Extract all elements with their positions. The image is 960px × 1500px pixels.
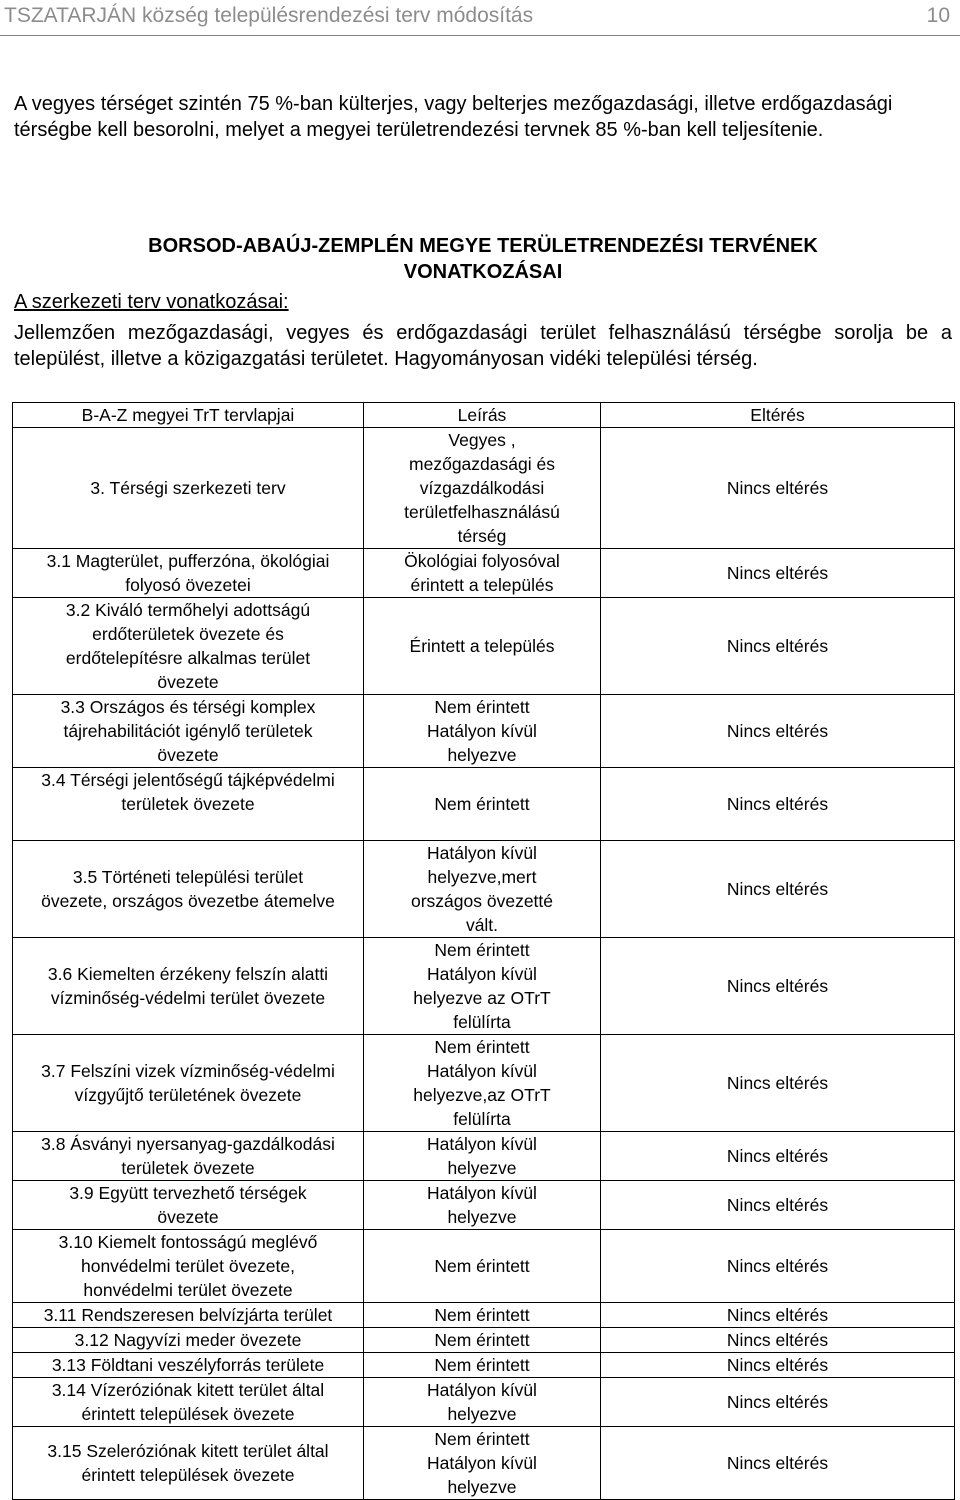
cell-line: helyezve <box>447 1158 517 1178</box>
cell-line: érintett a település <box>410 575 554 595</box>
cell-line: Hatályon kívül <box>427 721 537 741</box>
cell-line: helyezve <box>447 1404 517 1424</box>
cell-line: felülírta <box>453 1109 511 1129</box>
cell-line: 3.10 Kiemelt fontosságú meglévő <box>58 1232 318 1252</box>
table-row <box>13 695 955 768</box>
table-row <box>13 428 955 549</box>
column-header-elteres: Eltérés <box>601 403 955 428</box>
cell-line: 3.11 Rendszeresen belvízjárta terület <box>43 1305 333 1325</box>
cell-line: vízgazdálkodási <box>419 478 545 498</box>
tervlap-cell <box>13 841 364 938</box>
tervlap-cell <box>13 768 364 841</box>
section-heading-line-1: BORSOD-ABAÚJ-ZEMPLÉN MEGYE TERÜLETRENDEZÉSI TERVÉNEK <box>148 235 818 257</box>
cell-line: Nincs eltérés <box>726 1453 829 1473</box>
tervlap-cell <box>13 1427 364 1500</box>
cell-line: 3.4 Térségi jelentőségű tájképvédelmi <box>41 770 335 790</box>
cell-line: Nincs eltérés <box>726 794 829 814</box>
tervlap-cell <box>13 938 364 1035</box>
cell-line: Nincs eltérés <box>726 721 829 741</box>
cell-line: Hatályon kívül <box>427 1380 537 1400</box>
tervlap-table <box>12 402 955 1500</box>
cell-line: 3.8 Ásványi nyersanyag-gazdálkodási <box>41 1134 335 1154</box>
elteres-cell <box>601 938 955 1035</box>
leiras-cell <box>364 549 601 598</box>
cell-line: övezete, országos övezetbe átemelve <box>41 891 335 911</box>
tervlap-cell <box>13 1035 364 1132</box>
table-row <box>13 1328 955 1353</box>
elteres-cell <box>601 1181 955 1230</box>
cell-line: 3.13 Földtani veszélyforrás területe <box>51 1355 325 1375</box>
document-title: TSZATARJÁN község településrendezési terv módosítás <box>4 4 534 27</box>
cell-line: Ökológiai folyosóval <box>404 551 560 571</box>
table-row <box>13 1132 955 1181</box>
elteres-cell <box>601 1230 955 1303</box>
cell-line: övezete <box>157 1207 219 1227</box>
cell-line: Hatályon kívül <box>427 843 537 863</box>
intro-paragraph: A vegyes térséget szintén 75 %-ban külterjes, vagy belterjes mezőgazdasági, illetve erdőgazdasági térségbe kell besorolni, melyet a megyei területrendezési tervnek 85 %-ban kell teljesítenie. <box>14 93 893 141</box>
column-header-tervlap: B-A-Z megyei TrT tervlapjai <box>13 403 364 428</box>
cell-line: Hatályon kívül <box>427 1183 537 1203</box>
cell-line: Nem érintett <box>434 1330 530 1350</box>
cell-line: Nem érintett <box>434 1355 530 1375</box>
cell-line: területek övezete <box>121 794 255 814</box>
elteres-cell <box>601 598 955 695</box>
table-row <box>13 841 955 938</box>
cell-line: Nincs eltérés <box>726 636 829 656</box>
leiras-cell <box>364 428 601 549</box>
cell-line: Hatályon kívül <box>427 1061 537 1081</box>
sub-heading: A szerkezeti terv vonatkozásai: <box>14 291 289 313</box>
page-number: 10 <box>926 4 950 27</box>
tervlap-cell <box>13 695 364 768</box>
elteres-cell <box>601 1378 955 1427</box>
cell-line: 3.14 Vízeróziónak kitett terület által <box>51 1380 325 1400</box>
cell-line: tájrehabilitációt igénylő területek <box>63 721 313 741</box>
section-heading-line-2: VONATKOZÁSAI <box>403 261 563 283</box>
cell-line: helyezve az OTrT <box>413 988 551 1008</box>
cell-line: 3.12 Nagyvízi meder övezete <box>74 1330 302 1350</box>
cell-line: területek övezete <box>121 1158 255 1178</box>
cell-line <box>16 816 360 840</box>
elteres-cell <box>601 1427 955 1500</box>
cell-line: 3.6 Kiemelten érzékeny felszín alatti <box>47 964 329 984</box>
table-row <box>13 598 955 695</box>
cell-line: helyezve <box>447 745 517 765</box>
cell-line: Nincs eltérés <box>726 1330 829 1350</box>
elteres-cell <box>601 1353 955 1378</box>
cell-line: Nincs eltérés <box>726 879 829 899</box>
cell-line: 3. Térségi szerkezeti terv <box>90 478 286 498</box>
table-header-row <box>13 403 955 428</box>
elteres-cell <box>601 549 955 598</box>
elteres-cell <box>601 1035 955 1132</box>
page-header <box>0 0 960 36</box>
cell-line: Hatályon kívül <box>427 964 537 984</box>
table-row <box>13 1427 955 1500</box>
table-row <box>13 549 955 598</box>
leiras-cell <box>364 938 601 1035</box>
cell-line: Nem érintett <box>434 1305 530 1325</box>
cell-line: Nincs eltérés <box>726 1355 829 1375</box>
elteres-cell <box>601 1328 955 1353</box>
cell-line: mezőgazdasági és <box>409 454 555 474</box>
cell-line: Nincs eltérés <box>726 1195 829 1215</box>
column-header-leiras: Leírás <box>364 403 601 428</box>
cell-line: övezete <box>157 745 219 765</box>
table-row <box>13 938 955 1035</box>
cell-line: vízgyűjtő területének övezete <box>74 1085 302 1105</box>
table-row <box>13 1378 955 1427</box>
tervlap-cell <box>13 1230 364 1303</box>
cell-line: 3.1 Magterület, pufferzóna, ökológiai <box>46 551 330 571</box>
cell-line: érintett települések övezete <box>81 1465 295 1485</box>
cell-line: Hatályon kívül <box>427 1134 537 1154</box>
section-heading <box>14 233 952 285</box>
elteres-cell <box>601 695 955 768</box>
leiras-cell <box>364 1303 601 1328</box>
cell-line: vált. <box>465 915 499 935</box>
cell-line: 3.5 Történeti települési terület <box>72 867 304 887</box>
cell-line: Nem érintett <box>434 1429 530 1449</box>
elteres-cell <box>601 1303 955 1328</box>
cell-line: 3.7 Felszíni vizek vízminőség-védelmi <box>41 1061 335 1081</box>
cell-line: Érintett a település <box>409 636 555 656</box>
leiras-cell <box>364 1035 601 1132</box>
tervlap-cell <box>13 549 364 598</box>
cell-line: 3.9 Együtt tervezhető térségek <box>69 1183 307 1203</box>
elteres-cell <box>601 768 955 841</box>
cell-line: Nem érintett <box>434 1256 530 1276</box>
cell-line: Nem érintett <box>434 1037 530 1057</box>
cell-line: Nincs eltérés <box>726 1146 829 1166</box>
leiras-cell <box>364 1230 601 1303</box>
cell-line: helyezve,az OTrT <box>413 1085 551 1105</box>
cell-line: Nincs eltérés <box>726 1305 829 1325</box>
cell-line: Nincs eltérés <box>726 1256 829 1276</box>
leiras-cell <box>364 1353 601 1378</box>
tervlap-cell <box>13 1303 364 1328</box>
table-row <box>13 1353 955 1378</box>
cell-line: erdőtelepítésre alkalmas terület <box>65 648 311 668</box>
leiras-cell <box>364 768 601 841</box>
cell-line: helyezve <box>447 1207 517 1227</box>
tervlap-cell <box>13 1132 364 1181</box>
cell-line: országos övezetté <box>410 891 554 911</box>
elteres-cell <box>601 841 955 938</box>
tervlap-cell <box>13 1353 364 1378</box>
leiras-cell <box>364 1427 601 1500</box>
leiras-cell <box>364 598 601 695</box>
cell-line: honvédelmi terület övezete <box>83 1280 293 1300</box>
table-body <box>13 428 955 1500</box>
tervlap-cell <box>13 1181 364 1230</box>
leiras-cell <box>364 695 601 768</box>
cell-line: Nem érintett <box>434 794 530 814</box>
cell-line: 3.3 Országos és térségi komplex <box>60 697 316 717</box>
cell-line: erdőterületek övezete és <box>92 624 284 644</box>
cell-line: Nem érintett <box>434 697 530 717</box>
table-row <box>13 1035 955 1132</box>
tervlap-cell <box>13 428 364 549</box>
cell-line: Nincs eltérés <box>726 563 829 583</box>
cell-line: Nincs eltérés <box>726 478 829 498</box>
table-row <box>13 1303 955 1328</box>
cell-line: Vegyes , <box>448 430 516 450</box>
elteres-cell <box>601 1132 955 1181</box>
cell-line: 3.15 Szeleróziónak kitett terület által <box>47 1441 329 1461</box>
cell-line: területfelhasználású <box>404 502 560 522</box>
cell-line: folyosó övezetei <box>125 575 251 595</box>
elteres-cell <box>601 428 955 549</box>
cell-line: vízminőség-védelmi terület övezete <box>50 988 326 1008</box>
cell-line: Nincs eltérés <box>726 1073 829 1093</box>
cell-line: helyezve <box>447 1477 517 1497</box>
tervlap-cell <box>13 1328 364 1353</box>
cell-line: Nincs eltérés <box>726 1392 829 1412</box>
tervlap-cell <box>13 598 364 695</box>
leiras-cell <box>364 1181 601 1230</box>
leiras-cell <box>364 1132 601 1181</box>
cell-line: Hatályon kívül <box>427 1453 537 1473</box>
leiras-cell <box>364 841 601 938</box>
cell-line: helyezve,mert <box>427 867 537 887</box>
cell-line: 3.2 Kiváló termőhelyi adottságú <box>65 600 311 620</box>
table-row <box>13 768 955 841</box>
cell-line: Nem érintett <box>434 940 530 960</box>
cell-line: Nincs eltérés <box>726 976 829 996</box>
cell-line: térség <box>457 526 507 546</box>
leiras-cell <box>364 1378 601 1427</box>
cell-line: felülírta <box>453 1012 511 1032</box>
cell-line: övezete <box>157 672 219 692</box>
leiras-cell <box>364 1328 601 1353</box>
body-paragraph: Jellemzően mezőgazdasági, vegyes és erdőgazdasági terület felhasználású térségbe sorolja be a települést, illetve a közigazgatási területet. Hagyományosan vidéki települési térség. <box>14 322 952 370</box>
tervlap-cell <box>13 1378 364 1427</box>
cell-line: érintett települések övezete <box>81 1404 295 1424</box>
table-row <box>13 1181 955 1230</box>
cell-line: honvédelmi terület övezete, <box>80 1256 296 1276</box>
table-row <box>13 1230 955 1303</box>
